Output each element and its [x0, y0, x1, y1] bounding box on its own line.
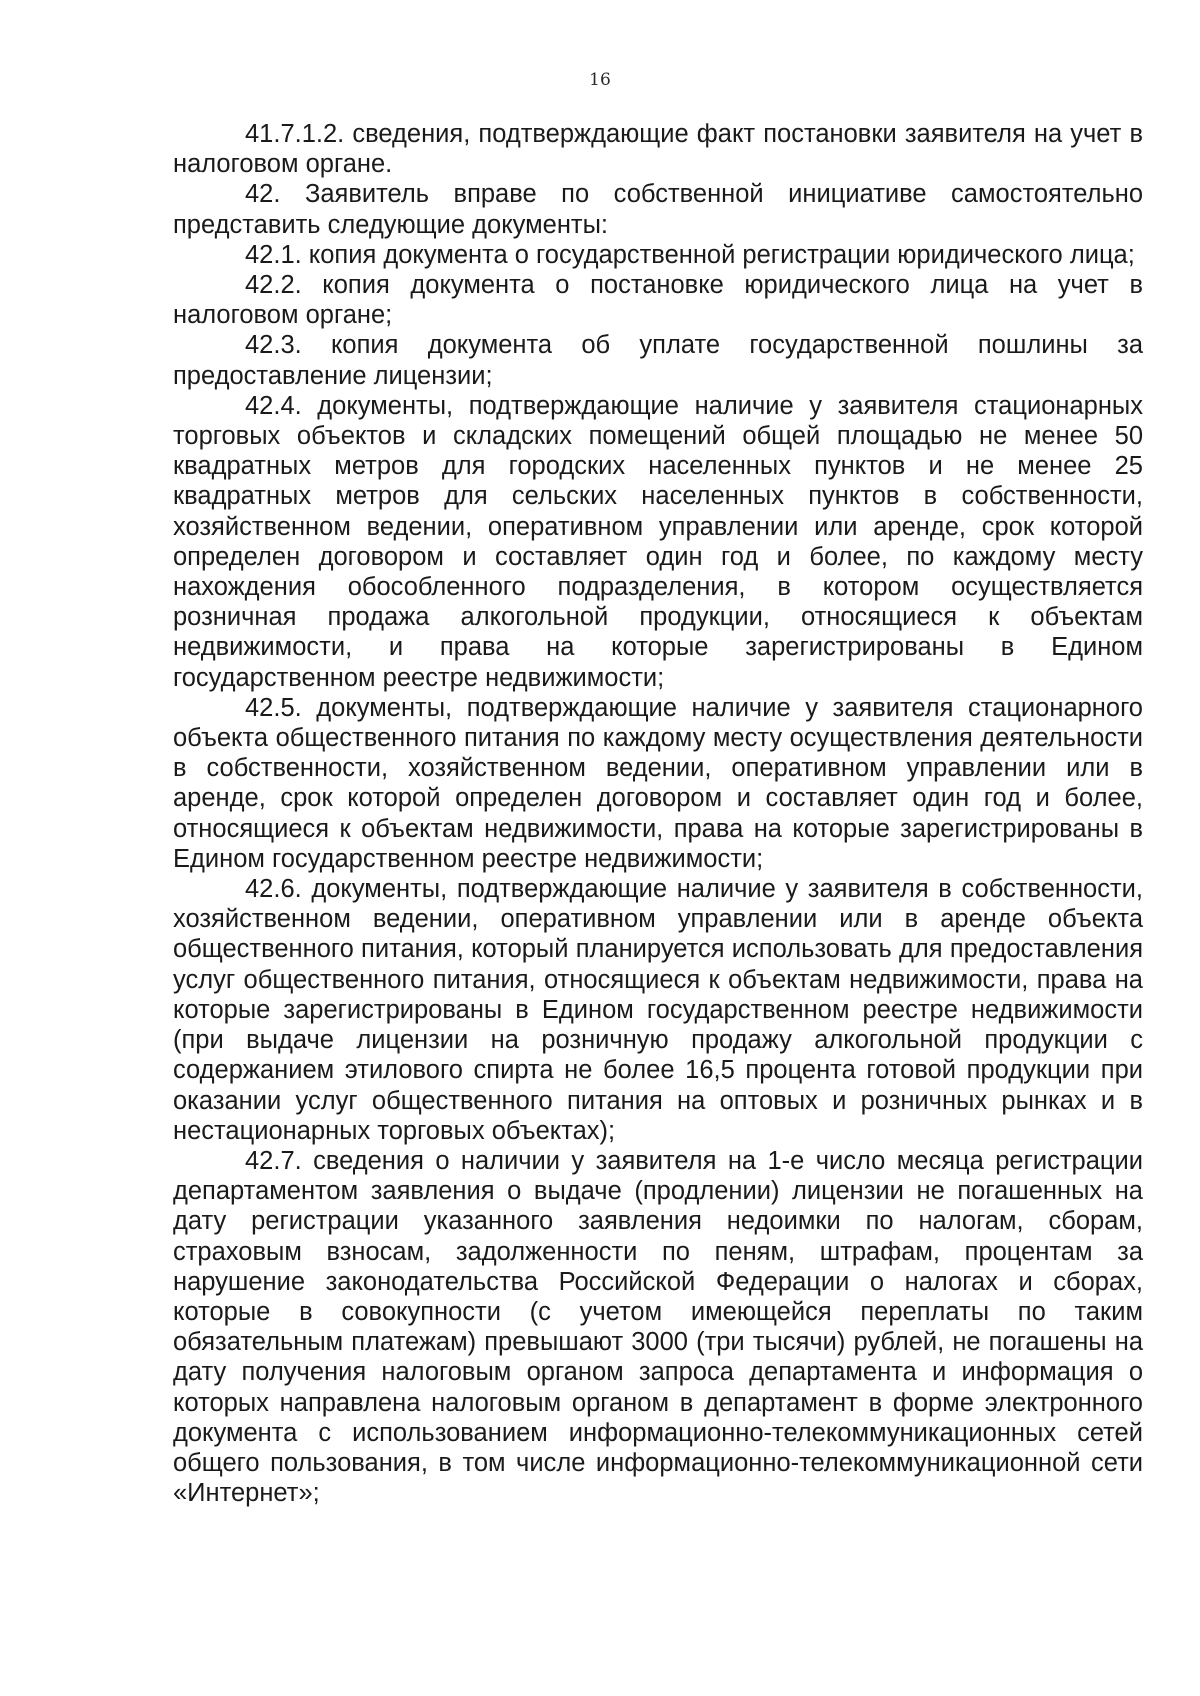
paragraph-42-6: 42.6. документы, подтверждающие наличие у заявителя в собственности, хозяйственном ведении, оперативном управлении или в аренде объекта общественного питания, который планируется использовать для предоставления услуг общественного питания, относящиеся к объектам недвижимости, права на которые зарегистрированы в Едином государственном реестре недвижимости (при выдаче лицензии на розничную продажу алкогольной продукции с содержанием этилового спирта не более 16,5 процента готовой продукции при оказании услуг общественного питания на оптовых и розничных рынках и в нестационарных торговых объектах); — [173, 875, 1143, 1145]
paragraph-42-4: 42.4. документы, подтверждающие наличие у заявителя стационарных торговых объектов и складских помещений общей площадью не менее 50 квадратных метров для городских населенных пунктов и не менее 25 квадратных метров для сельских населенных пунктов в собственности, хозяйственном ведении, оперативном управлении или аренде, срок которой определен договором и составляет один год и более, по каждому месту нахождения обособленного подразделения, в котором осуществляется розничная продажа алкогольной продукции, относящиеся к объектам недвижимости, и права на которые зарегистрированы в Едином государственном реестре недвижимости; — [173, 391, 1143, 692]
document-body — [173, 119, 1143, 1508]
paragraph-42-3: 42.3. копия документа об уплате государственной пошлины за предоставление лицензии; — [173, 331, 1143, 390]
paragraph-41-7-1-2: 41.7.1.2. сведения, подтверждающие факт постановки заявителя на учет в налоговом органе. — [173, 120, 1143, 179]
page-number: 16 — [589, 70, 611, 90]
paragraph-42-1: 42.1. копия документа о государственной регистрации юридического лица; — [245, 240, 1135, 269]
paragraph-42: 42. Заявитель вправе по собственной инициативе самостоятельно представить следующие документы: — [173, 180, 1143, 239]
paragraph-42-7: 42.7. сведения о наличии у заявителя на 1-е число месяца регистрации департаментом заявления о выдаче (продлении) лицензии не погашенных на дату регистрации указанного заявления недоимки по налогам, сборам, страховым взносам, задолженности по пеням, штрафам, процентам за нарушение законодательства Российской Федерации о налогах и сборах, которые в совокупности (с учетом имеющейся переплаты по таким обязательным платежам) превышают 3000 (три тысячи) рублей, не погашены на дату получения налоговым органом запроса департамента и информация о которых направлена налоговым органом в департамент в форме электронного документа с использованием информационно-телекоммуникационных сетей общего пользования, в том числе информационно-телекоммуникационной сети «Интернет»; — [173, 1146, 1143, 1508]
paragraph-42-5: 42.5. документы, подтверждающие наличие у заявителя стационарного объекта общественного питания по каждому месту осуществления деятельности в собственности, хозяйственном ведении, оперативном управлении или в аренде, срок которой определен договором и составляет один год и более, относящиеся к объектам недвижимости, права на которые зарегистрированы в Едином государственном реестре недвижимости; — [173, 693, 1143, 873]
paragraph-42-2: 42.2. копия документа о постановке юридического лица на учет в налоговом органе; — [173, 271, 1143, 330]
